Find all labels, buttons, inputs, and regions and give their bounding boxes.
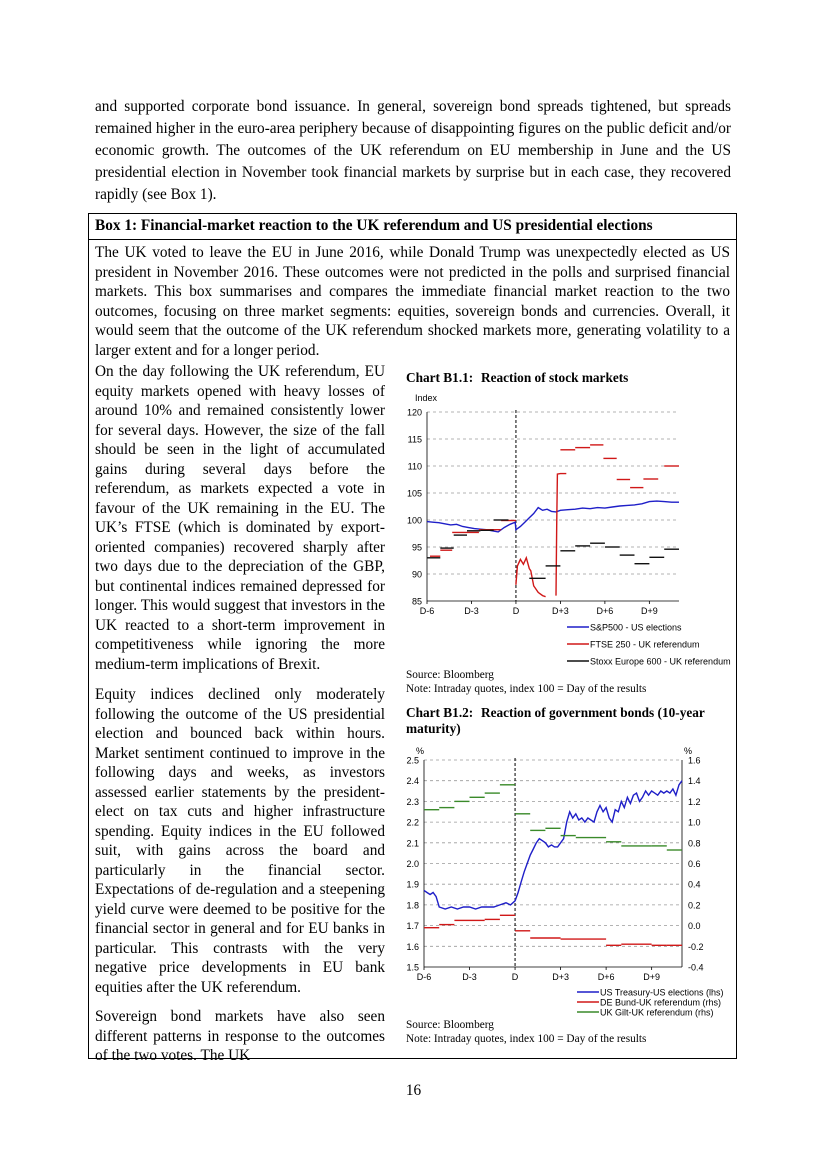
legend-label: S&P500 - US elections <box>590 622 682 633</box>
chart2-title-text: Reaction of government bonds (10-year maturity) <box>406 705 705 736</box>
y-tick-label: 85 <box>411 596 422 607</box>
y-right-tick-label: -0.4 <box>688 962 704 973</box>
y-tick-label: 2.0 <box>406 859 419 869</box>
chart-government-bonds <box>397 742 724 1018</box>
box-title: Box 1: Financial-market reaction to the UK referendum and US presidential elections <box>95 217 653 234</box>
y-right-tick-label: -0.2 <box>688 941 704 952</box>
legend-label: UK Gilt-UK referendum (rhs) <box>600 1007 714 1018</box>
y-tick-label: 115 <box>407 434 422 445</box>
y-tick-label: 2.3 <box>406 796 419 807</box>
x-tick-label: D+9 <box>643 972 661 982</box>
y-tick-label: 100 <box>406 515 422 526</box>
y-tick-label: 110 <box>407 461 422 472</box>
page-number: 16 <box>405 1082 422 1099</box>
y-right-tick-label: 1.6 <box>688 755 701 766</box>
y-right-tick-label: 1.4 <box>688 776 701 787</box>
x-tick-label: D-3 <box>462 972 477 982</box>
y-right-tick-label: 0.2 <box>688 900 701 911</box>
chart1-note: Note: Intraday quotes, index 100 = Day of the results <box>406 683 647 695</box>
x-tick-label: D <box>512 606 520 616</box>
box-paragraph-bonds: Sovereign bond markets have also seen different patterns in response to the outcomes of the two votes. The UK <box>95 1008 385 1064</box>
box-1 <box>88 213 737 1064</box>
y-right-tick-label: 1.2 <box>688 796 701 807</box>
x-tick-label: D+6 <box>596 606 614 616</box>
y-right-tick-label: 0.6 <box>688 859 701 869</box>
y-tick-label: 2.5 <box>406 755 419 766</box>
chart2-label: Chart B1.2: <box>406 705 474 720</box>
series-segment-2 <box>516 558 546 597</box>
chart-stock-markets <box>397 387 731 677</box>
y-tick-label: 1.6 <box>406 941 419 952</box>
x-tick-label: D-6 <box>416 972 432 982</box>
box-title-divider <box>89 239 736 240</box>
chart2-note: Note: Intraday quotes, index 100 = Day of the results <box>406 1033 647 1045</box>
chart1-title <box>406 370 628 386</box>
x-tick-label: D+3 <box>552 606 569 616</box>
y-tick-label: 95 <box>411 542 422 553</box>
y-tick-label: 105 <box>406 488 422 499</box>
y-tick-label: 2.4 <box>406 776 419 787</box>
chart1-source: Source: Bloomberg <box>406 669 494 681</box>
series-line-1 <box>427 501 679 532</box>
x-tick-label: D-6 <box>419 606 435 616</box>
chart2-title <box>406 705 726 737</box>
intro-paragraph: and supported corporate bond issuance. In general, sovereign bond spreads tightened, but spreads remained higher in the euro-area periphery because of disappointing figures on the public deficit and/or economic growth. The outcomes of the UK referendum on EU membership in June and the US presidential election in November took financial markets by surprise but in each case, they recovered rapidly (see Box 1). <box>95 98 731 203</box>
series-segment-2 <box>556 474 566 596</box>
chart2-source: Source: Bloomberg <box>406 1019 494 1031</box>
box-paragraph-equity-us: Equity indices declined only moderately following the outcome of the US presidential election and bounced back within hours. Market sentiment continued to improve in the following days and weeks, as investors assessed earlier statements by the president-elect on tax cuts and higher infrastructure spending. Equity indices in the EU followed suit, with gains across the board and particularly in the financial sector. Expectations of de-regulation and a steepening yield curve were deemed to be positive for the financial sector in general and for EU banks in particular. This contrasts with the very negative price developments in EU bank equities after the UK referendum. <box>95 686 385 996</box>
x-tick-label: D+9 <box>640 606 658 616</box>
y-right-tick-label: 0.8 <box>688 838 701 849</box>
y-axis-label: Index <box>415 393 438 403</box>
y-tick-label: 2.2 <box>406 817 419 828</box>
y-tick-label: 1.9 <box>406 879 419 890</box>
x-tick-label: D-3 <box>464 606 479 616</box>
y-tick-label: 120 <box>406 407 422 418</box>
y-right-tick-label: 0.0 <box>688 921 701 932</box>
chart1-label: Chart B1.1: <box>406 370 474 385</box>
legend-label: FTSE 250 - UK referendum <box>590 639 700 650</box>
y-tick-label: 1.7 <box>406 921 419 932</box>
series-line-1 <box>424 781 682 909</box>
legend-label: US Treasury-US elections (lhs) <box>600 987 724 998</box>
y-axis-label-left: % <box>416 746 425 756</box>
legend-label: Stoxx Europe 600 - UK referendum <box>590 656 731 667</box>
chart1-title-text: Reaction of stock markets <box>481 370 629 385</box>
y-axis-label-right: % <box>684 746 693 756</box>
y-tick-label: 1.5 <box>406 962 419 973</box>
legend-label: DE Bund-UK referendum (rhs) <box>600 997 722 1008</box>
x-tick-label: D+3 <box>552 972 569 982</box>
y-tick-label: 2.1 <box>406 838 419 849</box>
y-right-tick-label: 0.4 <box>688 879 701 890</box>
box-lead-paragraph: The UK voted to leave the EU in June 2016, while Donald Trump was unexpectedly elected as US president in November 2016. These outcomes were not predicted in the polls and surprised financial markets. This box summarises and compares the immediate financial market reaction to the two outcomes, focusing on three market segments: equities, sovereign bonds and currencies. Overall, it would seem that the outcome of the UK referendum shocked markets more, generating volatility to a larger extent and for a longer period. <box>95 244 730 359</box>
y-right-tick-label: 1.0 <box>688 817 701 828</box>
x-tick-label: D+6 <box>597 972 615 982</box>
y-tick-label: 90 <box>411 569 422 580</box>
y-tick-label: 1.8 <box>406 900 419 911</box>
x-tick-label: D <box>511 972 519 982</box>
box-paragraph-equity-uk: On the day following the UK referendum, EU equity markets opened with heavy losses of around 10% and remained consistently lower for several days. However, the size of the fall should be seen in the light of accumulated gains during several days before the referendum, as markets expected a vote in favour of the UK remaining in the EU. The UK’s FTSE (which is dominated by export-oriented companies) recovered sharply after two days due to the depreciation of the GBP, but continental indices remained depressed for longer. This would suggest that investors in the UK reacted to a short-term improvement in competitiveness while ignoring the more medium-term implications of Brexit. <box>95 363 385 673</box>
